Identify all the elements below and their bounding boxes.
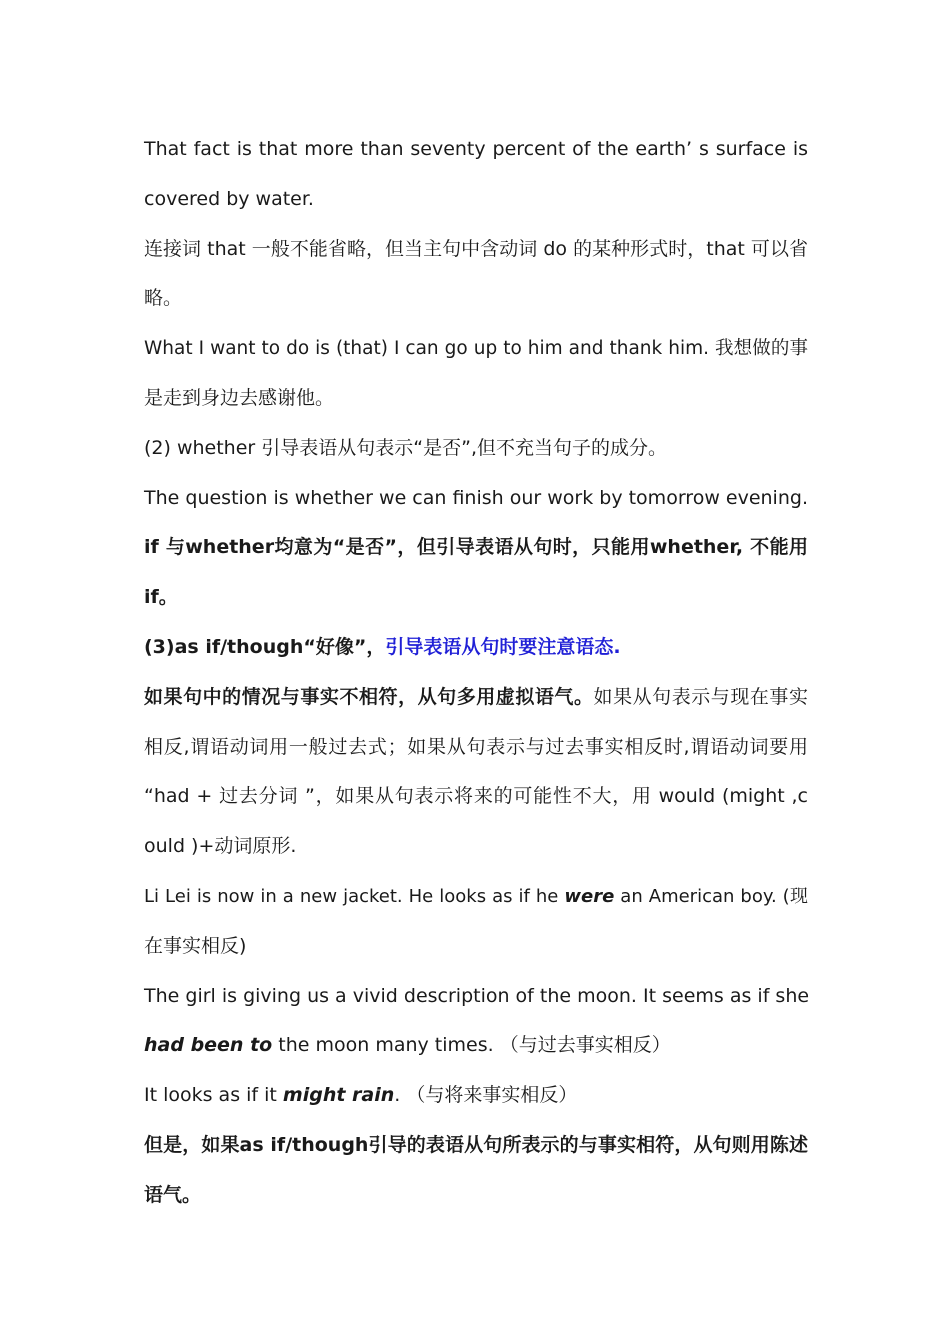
- bold-rule-line: 语气。: [144, 1183, 202, 1206]
- emphasis-text: might rain: [282, 1084, 395, 1107]
- plain-text: Li Lei is now in a new jacket. He looks as if he: [144, 885, 565, 907]
- text-line: The question is whether we can finish our work by tomorrow evening.: [144, 486, 808, 509]
- text-line: That fact is that more than seventy percent of the earth’ s surface is: [144, 138, 808, 160]
- highlight-text: 引导表语从句时要注意语态.: [385, 635, 621, 658]
- emphasis-text: had been to: [144, 1034, 273, 1057]
- bold-rule-line: if 与whether均意为“是否”，但引导表语从句时，只能用whether, 不能用: [144, 536, 808, 559]
- example-line: [144, 1021, 808, 1071]
- section-heading: [144, 623, 808, 673]
- plain-text: the moon many times. （与过去事实相反）: [272, 1034, 671, 1057]
- bold-rule-line: 但是，如果as if/though引导的表语从句所表示的与事实相符，从句则用陈述: [144, 1133, 808, 1156]
- text-line: 相反,谓语动词用一般过去式；如果从句表示与过去事实相反时,谓语动词要用: [144, 735, 808, 758]
- section-heading: (2) whether 引导表语从句表示“是否”,但不充当句子的成分。: [144, 436, 667, 459]
- bold-lead-text: 如果句中的情况与事实不相符，从句多用虚拟语气。: [144, 685, 594, 708]
- document-body: [144, 125, 808, 1221]
- text-line: 连接词 that 一般不能省略，但当主句中含动词 do 的某种形式时，that 可以省: [144, 237, 808, 260]
- example-line: 在事实相反): [144, 934, 247, 957]
- bold-rule-line: if。: [144, 586, 178, 609]
- example-line: The girl is giving us a vivid description of the moon. It seems as if she: [144, 984, 810, 1007]
- text-line: “had + 过去分词 ”，如果从句表示将来的可能性不大，用 would (might ,c: [144, 785, 808, 808]
- text-line: 是走到身边去感谢他。: [144, 386, 335, 409]
- plain-text: It looks as if it: [144, 1084, 283, 1107]
- text-line: 略。: [144, 287, 183, 310]
- example-line: [144, 872, 808, 922]
- plain-text: an American boy. (现: [614, 885, 808, 907]
- text-line: What I want to do is (that) I can go up to him and thank him. 我想做的事: [144, 338, 808, 360]
- emphasis-text: were: [564, 885, 615, 907]
- plain-text: . （与将来事实相反）: [394, 1084, 578, 1107]
- text-line: ould )+动词原形.: [144, 835, 297, 858]
- text-line: covered by water.: [144, 187, 314, 210]
- heading-text: (3)as if/though“好像”，: [144, 635, 386, 658]
- example-line: [144, 1071, 808, 1121]
- plain-text: 如果从句表示与现在事实: [593, 685, 808, 708]
- text-line: [144, 673, 808, 723]
